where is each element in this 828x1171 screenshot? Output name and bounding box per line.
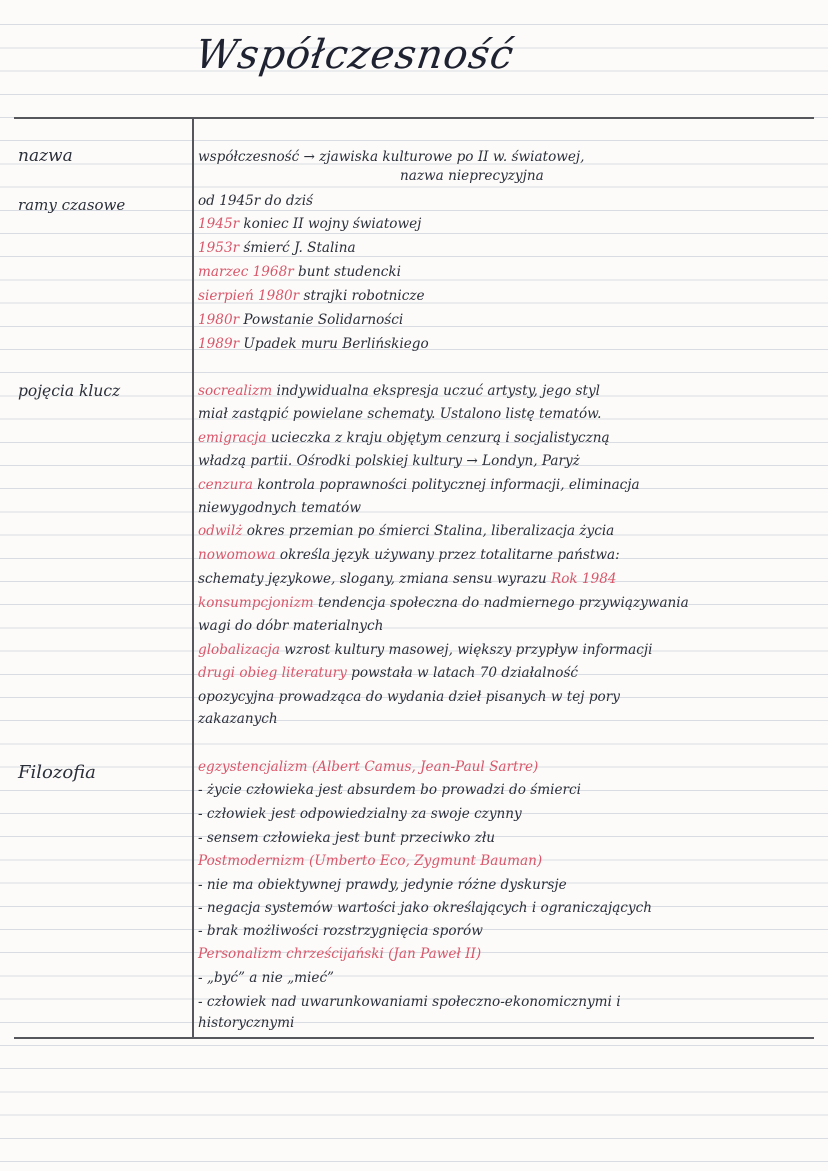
term-text: wzrost kultury masowej, większy przypływ informacji	[279, 642, 653, 658]
label-nazwa: nazwa	[18, 146, 73, 166]
event-date: marzec 1968r	[198, 264, 294, 280]
term-label: emigracja	[198, 430, 267, 446]
philosophy-item: - „być” a nie „mieć”	[198, 970, 335, 986]
term-label: drugi obieg literatury	[198, 665, 347, 681]
term-drugi-obieg-cont: opozycyjna prowadząca do wydania dzieł pisanych w tej pory	[198, 689, 620, 705]
philosophy-item: - brak możliwości rozstrzygnięcia sporów	[198, 923, 483, 939]
term-globalizacja	[198, 641, 652, 659]
term-label: globalizacja	[198, 642, 280, 658]
philosophy-item: - człowiek nad uwarunkowaniami społeczno-ekonomicznymi i	[198, 994, 621, 1010]
event-date: 1980r	[198, 312, 240, 328]
philosophy-item: - życie człowieka jest absurdem bo prowadzi do śmierci	[198, 782, 581, 798]
term-label: socrealizm	[198, 383, 273, 399]
ramy-event	[198, 311, 403, 329]
ramy-event	[198, 263, 401, 281]
term-label: cenzura	[198, 477, 253, 493]
term-nowomowa	[198, 546, 620, 564]
nazwa-line-2: nazwa nieprecyzyjna	[400, 168, 544, 184]
term-konsumpcjonizm	[198, 594, 689, 612]
event-text: koniec II wojny światowej	[239, 216, 422, 232]
philosophy-item: - nie ma obiektywnej prawdy, jedynie różne dyskursje	[198, 877, 567, 893]
event-text: Powstanie Solidarności	[239, 312, 404, 328]
term-text: ucieczka z kraju objętym cenzurą i socjalistyczną	[266, 430, 610, 446]
term-cenzura	[198, 476, 640, 494]
label-ramy-czasowe: ramy czasowe	[18, 196, 126, 214]
term-socrealizm	[198, 382, 600, 400]
term-text: powstała w latach 70 działalność	[346, 665, 579, 681]
term-drugi-obieg-cont2: zakazanych	[198, 711, 278, 727]
term-text: okres przemian po śmierci Stalina, liberalizacja życia	[242, 523, 615, 539]
term-cenzura-cont: niewygodnych tematów	[198, 500, 361, 516]
term-socrealizm-cont: miał zastąpić powielane schematy. Ustalono listę tematów.	[198, 406, 602, 422]
term-text: tendencja społeczna do nadmiernego przywiązywania	[313, 595, 689, 611]
event-text: Upadek muru Berlińskiego	[239, 336, 429, 352]
top-divider	[14, 117, 814, 119]
term-odwilz	[198, 522, 614, 540]
event-date: sierpień 1980r	[198, 288, 300, 304]
term-text: kontrola poprawności politycznej informacji, eliminacja	[252, 477, 640, 493]
bottom-divider	[14, 1037, 814, 1039]
ramy-event	[198, 239, 356, 257]
event-date: 1953r	[198, 240, 240, 256]
event-text: bunt studencki	[293, 264, 401, 280]
term-text: schematy językowe, slogany, zmiana sensu wyrazu	[198, 571, 551, 587]
philosophy-heading: Personalizm chrześcijański (Jan Paweł II)	[198, 946, 482, 962]
term-label: konsumpcjonizm	[198, 595, 314, 611]
term-label: odwilż	[198, 523, 243, 539]
nazwa-line-1: współczesność → zjawiska kulturowe po II w. światowej,	[198, 149, 585, 165]
philosophy-item: - negacja systemów wartości jako określających i ograniczających	[198, 900, 652, 916]
event-text: strajki robotnicze	[299, 288, 425, 304]
term-label: nowomowa	[198, 547, 276, 563]
page-title: Współczesność	[192, 32, 517, 78]
philosophy-heading: egzystencjalizm (Albert Camus, Jean-Paul Sartre)	[198, 759, 539, 775]
term-drugi-obieg	[198, 664, 578, 682]
event-date: 1945r	[198, 216, 240, 232]
ramy-event	[198, 215, 421, 233]
ramy-intro: od 1945r do dziś	[198, 193, 314, 209]
ramy-event	[198, 287, 425, 305]
term-emigracja-cont: władzą partii. Ośrodki polskiej kultury → Londyn, Paryż	[198, 453, 580, 469]
philosophy-heading: Postmodernizm (Umberto Eco, Zygmunt Bauman)	[198, 853, 543, 869]
column-divider	[192, 117, 194, 1037]
term-emigracja	[198, 429, 610, 447]
event-date: 1989r	[198, 336, 240, 352]
term-note: Rok 1984	[550, 571, 617, 587]
term-text: określa język używany przez totalitarne państwa:	[275, 547, 620, 563]
ramy-event	[198, 335, 429, 353]
philosophy-item: - człowiek jest odpowiedzialny za swoje czynny	[198, 806, 522, 822]
philosophy-item: historycznymi	[198, 1015, 295, 1031]
label-pojecia-klucz: pojęcia klucz	[18, 382, 121, 400]
philosophy-item: - sensem człowieka jest bunt przeciwko złu	[198, 830, 496, 846]
term-nowomowa-cont	[198, 570, 617, 588]
term-konsumpcjonizm-cont: wagi do dóbr materialnych	[198, 618, 384, 634]
label-filozofia: Filozofia	[18, 762, 96, 783]
event-text: śmierć J. Stalina	[239, 240, 356, 256]
term-text: indywidualna ekspresja uczuć artysty, jego styl	[272, 383, 601, 399]
